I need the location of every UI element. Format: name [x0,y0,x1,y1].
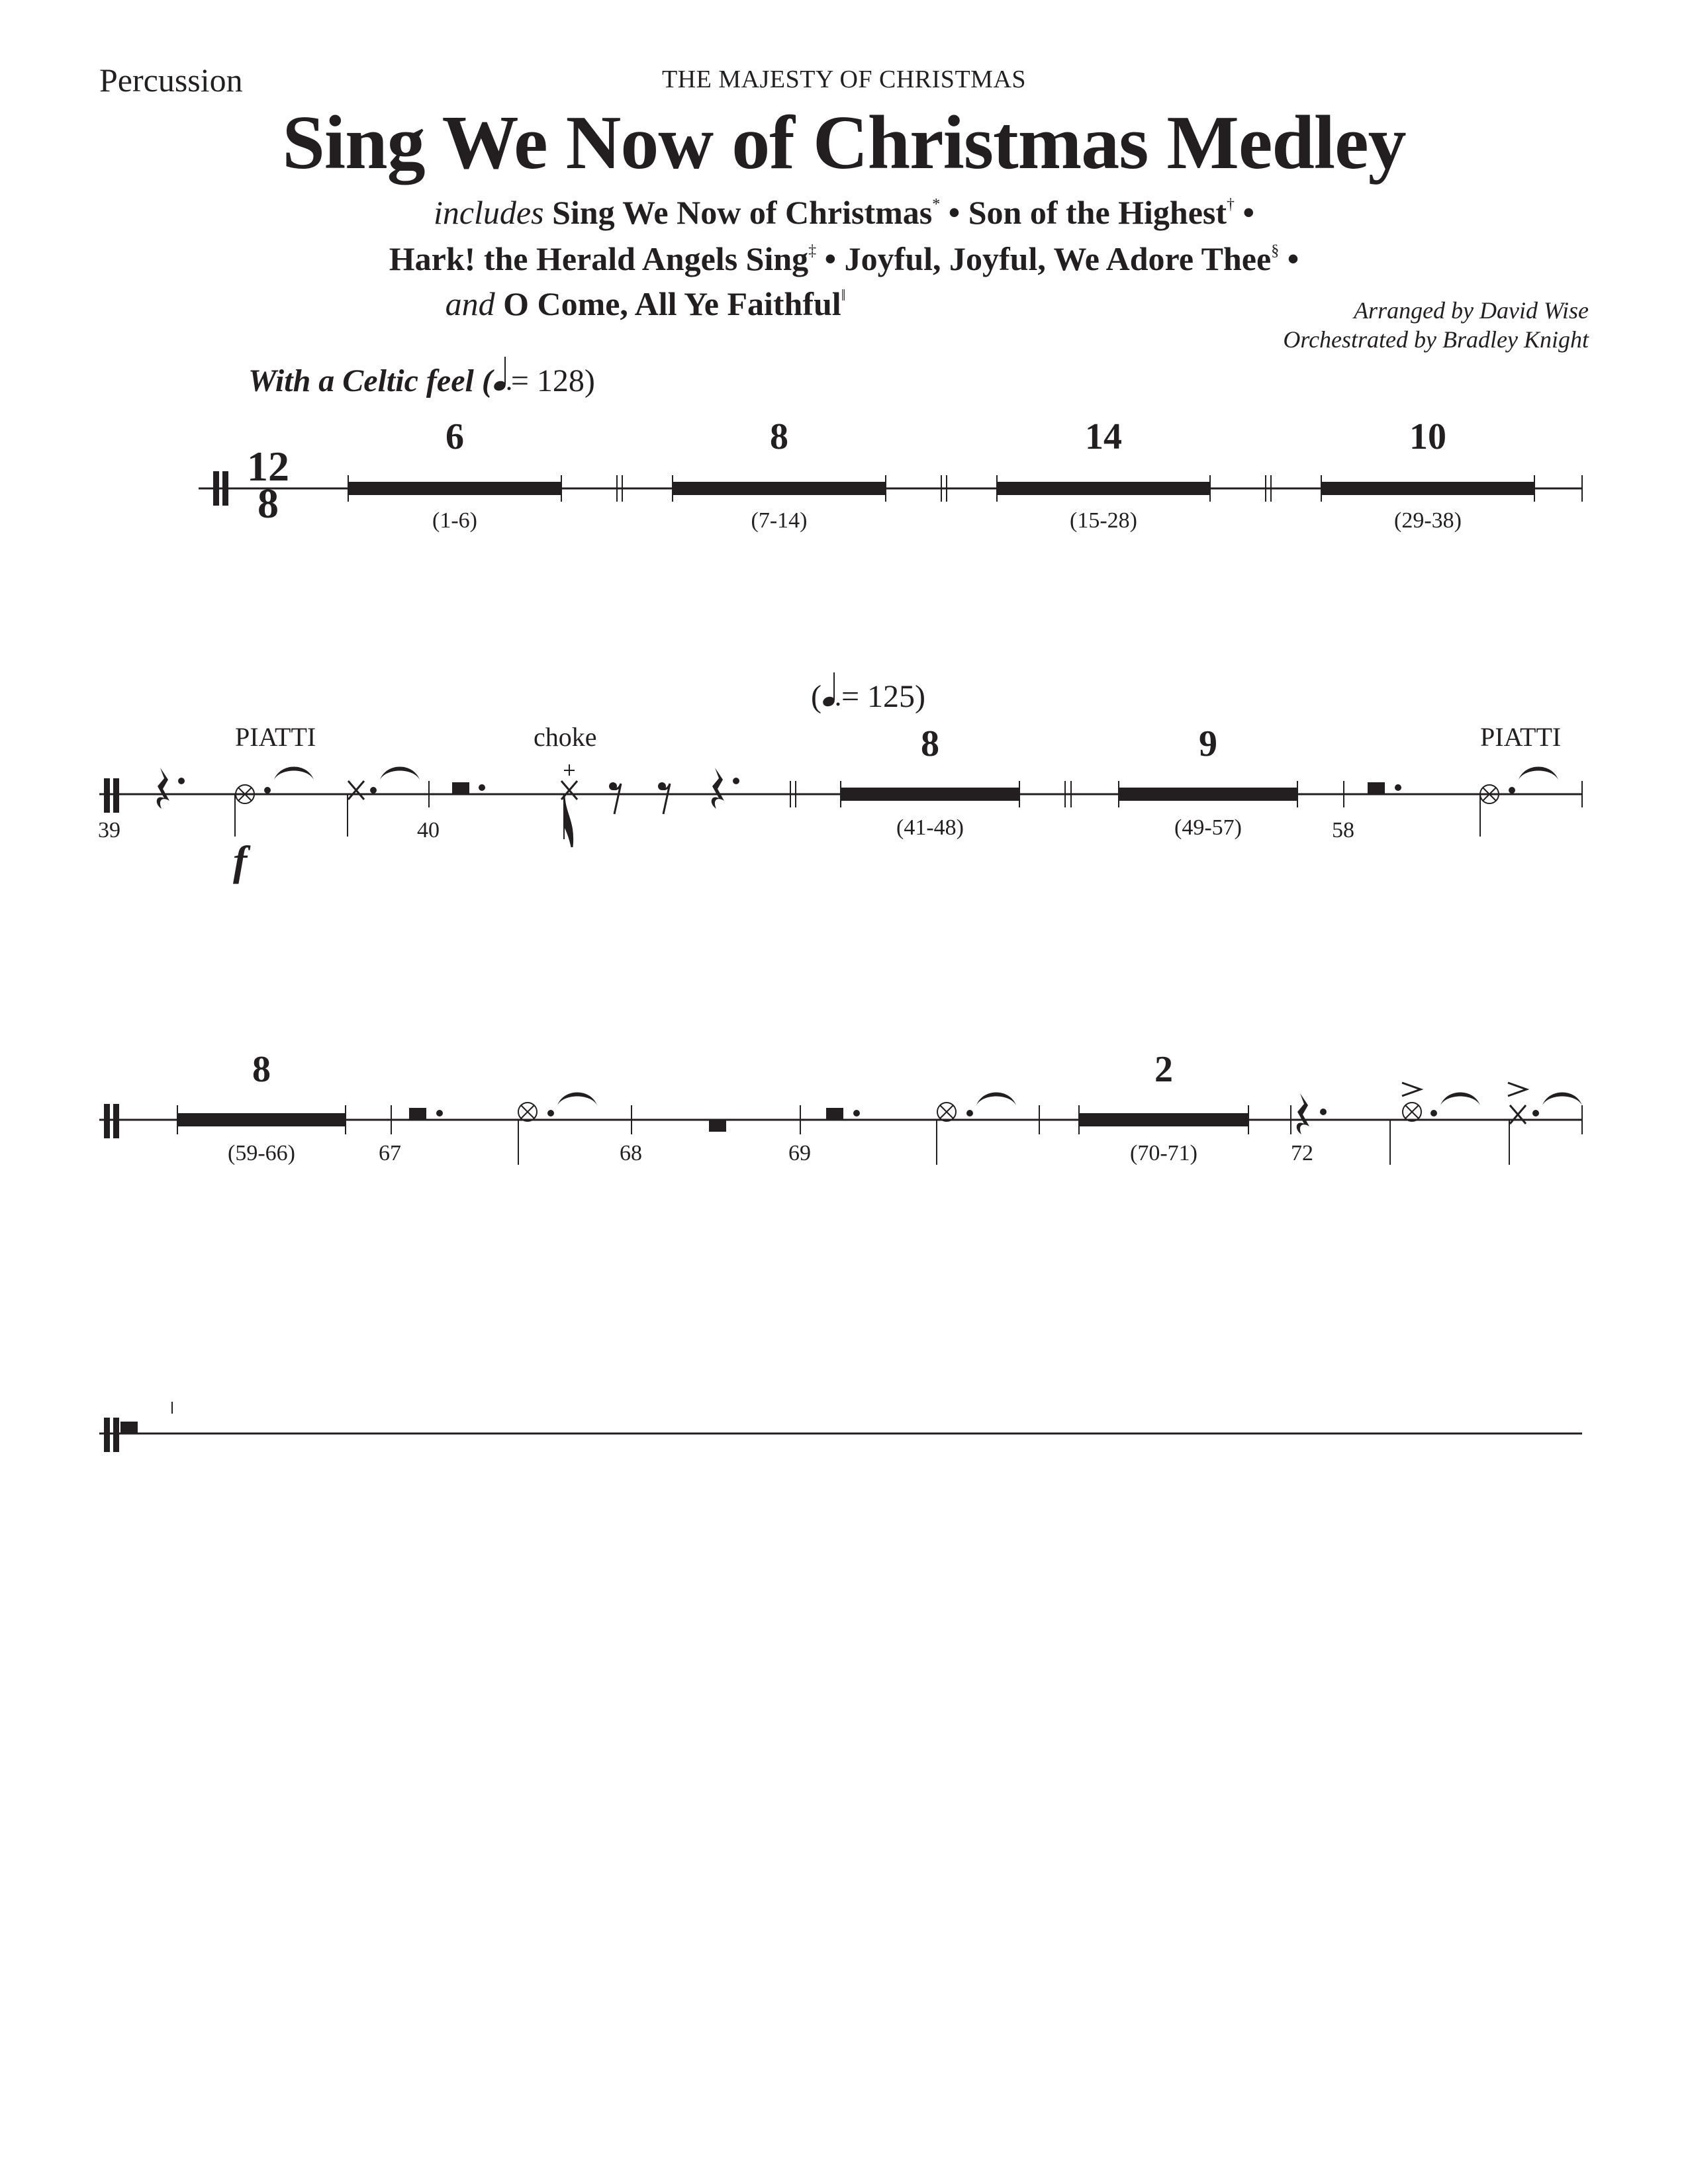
multirest-range: (59-66) [228,1141,295,1165]
footnote-mark: † [1227,196,1235,213]
multirest-range: (1-6) [432,508,477,533]
song-title: Hark! the Herald Angels Sing [389,240,809,277]
measure-number: 72 [1291,1141,1313,1165]
multirest-count: 2 [1154,1049,1173,1090]
song-title: Sing We Now of Christmas [552,194,933,231]
multirest-range: (15-28) [1070,508,1137,533]
footnote-mark: § [1271,242,1280,259]
song-title: Son of the Highest [968,194,1227,231]
measure-number: 40 [417,818,440,842]
measure-number: 67 [379,1141,401,1165]
page-title: Sing We Now of Christmas Medley [282,101,1406,185]
tempo-value: = 128) [510,363,595,398]
multirest-count: 14 [1085,416,1122,457]
time-sig-bottom: 8 [258,480,279,527]
multirest-count: 10 [1409,416,1446,457]
multirest-count: 8 [252,1049,271,1090]
measure-number: 69 [788,1141,811,1165]
measure-number: 58 [1332,818,1354,842]
multirest-range: (41-48) [896,815,964,840]
multirest-range: (29-38) [1394,508,1462,533]
multirest-range: (7-14) [751,508,808,533]
percussion-clef-icon [104,1418,110,1452]
tempo-text: With a Celtic feel ( [248,363,492,398]
instrument-name: Percussion [99,62,243,99]
dynamic-forte: f [233,837,248,884]
multirest-count: 9 [1199,723,1217,764]
multirest-count: 8 [921,723,939,764]
multirest-range: (70-71) [1130,1141,1197,1165]
measure-number: 68 [620,1141,642,1165]
paren: ( [811,679,821,714]
tempo-value: = 125) [841,679,926,714]
bullet: • [1287,240,1299,277]
arranger-credit: Arranged by David Wise [1354,297,1589,324]
bullet: • [1243,194,1255,231]
technique-label-choke: choke [534,722,597,752]
song-title: O Come, All Ye Faithful [503,285,841,322]
includes-prefix: includes [433,194,544,231]
footnote-mark: ‖ [841,287,846,304]
orchestrator-credit: Orchestrated by Bradley Knight [1283,326,1589,353]
and-prefix: and [445,285,495,322]
multirest-count: 8 [770,416,788,457]
bullet: • [824,240,837,277]
multirest-range: (49-57) [1174,815,1242,840]
time-sig-top: 12 [247,443,289,490]
bullet: • [948,194,961,231]
song-title: Joyful, Joyful, We Adore Thee [844,240,1272,277]
measure-number: 39 [98,818,120,842]
instrument-label-piatti: PIATTI [1480,722,1562,752]
multirest-count: 6 [445,416,464,457]
footnote-mark: ‡ [808,242,817,259]
collection-title: THE MAJESTY OF CHRISTMAS [661,66,1027,93]
instrument-label-piatti: PIATTI [235,722,316,752]
footnote-mark: * [932,196,941,213]
